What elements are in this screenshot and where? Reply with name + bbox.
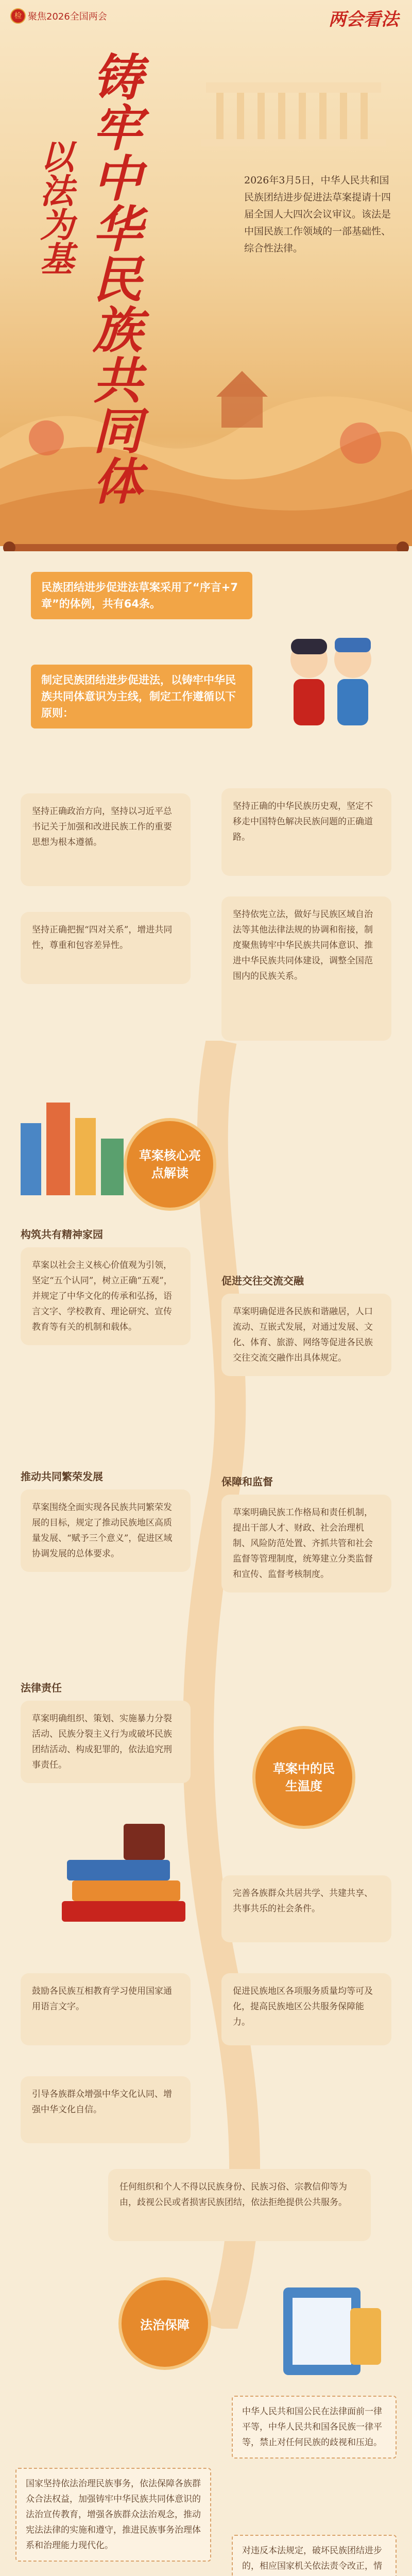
livelihood-item: 促进民族地区各项服务质量均等可及化，提高民族地区公共服务保障能力。 xyxy=(221,1973,391,2045)
highlight-title: 促进交往交流交融 xyxy=(221,1275,304,1287)
highlight-text: 草案明确促进各民族和谐融居，人口流动、互嵌式发展，对通过发展、文化、体育、旅游、网络等促进各民族交往交流交融作出具体规定。 xyxy=(221,1294,391,1376)
hero-intro-text: 2026年3月5日，中华人民共和国民族团结进步促进法草案提请十四届全国人大四次会议审议。该法是中国民族工作领域的一部基础性、综合性法律。 xyxy=(244,175,391,254)
highlight-text: 草案明确组织、策划、实施暴力分裂活动、民族分裂主义行为或破坏民族团结活动、构成犯罪的，依法追究刑事责任。 xyxy=(21,1701,191,1783)
highlight-title: 推动共同繁荣发展 xyxy=(21,1470,103,1483)
highlight-text: 草案以社会主义核心价值观为引领，坚定“五个认同”，树立正确“五观”，并规定了中华文化的传承和弘扬，语言文字、学校教育、理论研究、宣传教育等有关的机制和载体。 xyxy=(21,1247,191,1345)
livelihood-item: 任何组织和个人不得以民族身份、民族习俗、宗教信仰等为由，歧视公民或者损害民族团结，依法拒绝提供公共服务。 xyxy=(108,2169,371,2241)
highlight-item xyxy=(21,1468,191,1572)
law-item: 对违反本法规定，破坏民族团结进步的，相应国家机关依法责令改正，情 xyxy=(232,2535,397,2576)
highlight-text: 草案明确民族工作格局和责任机制，提出干部人才、财政、社会治理机制、风险防范处置、齐抓共管和社会监督等管理制度，统筹建立分类监督和宣传、监督考核制度。 xyxy=(221,1495,391,1592)
principle-card: 坚持正确政治方向，坚持以习近平总书记关于加强和改进民族工作的重要思想为根本遵循。 xyxy=(21,793,191,886)
document-clipboard-illustration xyxy=(268,2277,391,2380)
livelihood-item: 完善各族群众共居共学、共建共享、共事共乐的社会条件。 xyxy=(221,1875,391,1942)
highlight-title: 构筑共有精神家园 xyxy=(21,1228,103,1241)
highlight-text: 草案围绕全面实现各民族共同繁荣发展的目标，规定了推动民族地区高质量发展、“赋予三个意义”，促进区域协调发展的总体要求。 xyxy=(21,1489,191,1572)
livelihood-item: 鼓励各民族互相教育学习使用国家通用语言文字。 xyxy=(21,1973,191,2045)
great-hall-illustration xyxy=(196,62,391,149)
emblem-icon: 检 xyxy=(10,8,26,24)
highlight-item xyxy=(21,1226,191,1345)
hero-main-title: 铸牢中华民族共同体 xyxy=(84,52,143,506)
highlight-item xyxy=(221,1273,391,1376)
structure-ribbon: 民族团结进步促进法草案采用了“序言+7章”的体例，共有64条。 xyxy=(31,572,252,619)
law-item: 中华人民共和国公民在法律面前一律平等，中华人民共和国各民族一律平等，禁止对任何民族的歧视和压迫。 xyxy=(232,2396,397,2459)
city-buildings-illustration xyxy=(15,1092,129,1195)
hero-banner xyxy=(0,0,412,546)
highlight-title: 保障和监督 xyxy=(221,1476,273,1488)
hero-landscape-illustration xyxy=(0,335,412,546)
header-left-title: 聚焦2026全国两会 xyxy=(28,11,107,22)
livelihood-item: 引导各族群众增强中华文化认同、增强中华文化自信。 xyxy=(21,2076,191,2143)
hero-side-title: 以法为基 xyxy=(34,139,75,275)
principle-card: 坚持依宪立法，做好与民族区域自治法等其他法律法规的协调和衔接，制度聚焦铸牢中华民族共同体意识、推进中华民族共同体建设，调整全国范围内的民族关系。 xyxy=(221,896,391,1041)
ethnic-children-illustration xyxy=(268,623,391,742)
law-item: 国家坚持依法治理民族事务，依法保障各族群众合法权益，加强铸牢中华民族共同体意识的法治宣传教育，增强各族群众法治观念，推动宪法法律的实施和遵守，推进民族事务治理体系和治理能力现代化。 xyxy=(15,2468,211,2562)
top-bar xyxy=(0,0,412,36)
principles-ribbon: 制定民族团结进步促进法，以铸牢中华民族共同体意识为主线，制定工作遵循以下原则： xyxy=(31,665,252,728)
highlight-item xyxy=(21,1680,191,1783)
header-brand: 两会看法 xyxy=(329,9,399,30)
principle-card: 坚持正确的中华民族历史观，坚定不移走中国特色解决民族问题的正确道路。 xyxy=(221,788,391,876)
books-illustration xyxy=(46,1824,201,1947)
highlights-badge: 草案核心亮点解读 xyxy=(124,1118,216,1211)
rule-of-law-badge: 法治保障 xyxy=(118,2277,211,2370)
highlight-title: 法律责任 xyxy=(21,1682,62,1694)
livelihood-badge: 草案中的民生温度 xyxy=(252,1726,355,1829)
highlight-item xyxy=(221,1473,391,1592)
principle-card: 坚持正确把握“四对关系”，增进共同性，尊重和包容差异性。 xyxy=(21,912,191,984)
